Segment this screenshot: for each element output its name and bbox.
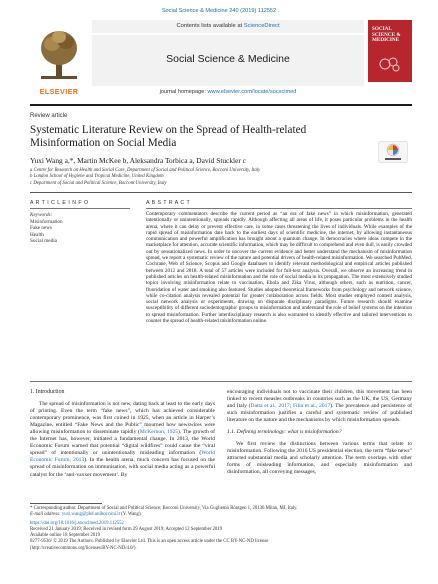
copyright-line: 0277-9536/ © 2019 The Authors. Published by Elsevier Ltd. This is an open access article under the CC BY-NC-ND license <box>30 539 269 545</box>
keywords-label: Keywords: <box>30 212 53 218</box>
text-run: The spread of misinformation is not new, dating back at least to the early days of printing. Even the term “fake news”, which has achieved considerable contemporary prominence, was first coined in 1925, when an article in Harper’s Magazine, entitled “Fake News and the Public” mourned how newswires were allowing misinformation to disseminate rapidly ( <box>30 401 215 436</box>
text-run: ). The growth of the Internet has, however, initiated a fundamental change. In 2013, the World Economic Forum warned that potential “digital wildfires” could cause the “viral spread” of intentionally or unintentionally misleading information ( <box>30 429 215 457</box>
keyword-item: Misinformation <box>30 219 63 225</box>
email-link[interactable]: yuxi.wang@phd.unibocconi.it <box>61 512 120 518</box>
publisher-name: ELSEVIER <box>39 87 79 96</box>
journal-homepage <box>92 89 364 95</box>
text-run: ; <box>289 403 293 410</box>
info-divider <box>30 192 412 193</box>
text-run: ). The prevalence and persistence of such misinformation justifies a careful and systematic review of published literature on the nature and the mechanisms by which misinformation spreads. <box>227 403 412 424</box>
affiliations <box>30 168 410 187</box>
text-run: ). In the health arena, much concern has focused on the spread of misinformation on immunisation, with social media acting as a powerful catalyst for the ‘anti-vaxxer movement’. By <box>30 457 215 478</box>
received-dates: Received 21 January 2019; Received in revised form 29 August 2019; Accepted 12 September 2019 <box>30 527 223 533</box>
sciencedirect-link[interactable]: ScienceDirect <box>243 23 280 29</box>
citation-link[interactable]: World Economic Forum, 2013 <box>30 450 215 464</box>
article-info-rule <box>30 208 130 209</box>
citation-link[interactable]: Filia et al., 2017 <box>292 403 331 410</box>
citation-link[interactable]: McKernon, 1925 <box>139 429 178 436</box>
abstract-heading: A B S T R A C T <box>146 200 191 206</box>
author-list[interactable]: Yuxi Wang a,*, Martin McKee b, Aleksandra Torbica a, David Stuckler c <box>30 156 246 165</box>
keyword-item: Health <box>30 231 44 238</box>
license-url[interactable]: (http://creativecommons.org/licenses/BY-NC-ND/4.0/). <box>30 545 137 551</box>
doi-link[interactable]: https://doi.org/10.1016/j.socscimed.2019.112552 <box>30 521 124 527</box>
footnote-rule <box>30 503 102 504</box>
journal-reference[interactable]: Social Science & Medicine 240 (2019) 112552 <box>161 8 277 14</box>
keyword-item: Social media <box>30 237 57 244</box>
homepage-url-link[interactable]: www.elsevier.com/locate/socscimed <box>207 89 297 95</box>
journal-header <box>30 20 412 102</box>
email-suffix: (Y. Wang). <box>121 512 142 518</box>
abstract-end-rule <box>30 381 412 382</box>
header-divider <box>30 104 412 106</box>
contents-prefix: Contents lists available at <box>176 23 243 29</box>
affiliation-c: c Department of Social and Political Science, Bocconi University, Italy <box>30 180 167 186</box>
elsevier-tree-icon <box>39 28 79 80</box>
footnotes <box>30 506 410 552</box>
affiliation-b: b London School of Hygiene and Tropical Medicine, United Kingdom <box>30 174 164 180</box>
text-run: encouraging individuals not to vaccinate their children, this movement has been linked to recent measles outbreaks in countries such as the UK, the US, Germany and Italy ( <box>227 389 412 410</box>
section-heading-introduction: 1. Introduction <box>30 389 65 395</box>
citation-link[interactable]: Datta et al., 2017 <box>250 403 290 410</box>
masthead <box>92 20 364 102</box>
subsection-heading: 1.1. Defining terminology: what is misinformation? <box>227 429 342 436</box>
article-title: Systematic Literature Review on the Spread of Health-related Misinformation on Social Media <box>30 124 307 150</box>
cover-art-icon <box>378 54 402 74</box>
email-label: E-mail address: <box>30 512 61 518</box>
article-type: Review article <box>30 113 68 119</box>
abstract-rule <box>146 208 412 209</box>
keyword-item: Fake news <box>30 225 53 232</box>
corresponding-author-note: * Corresponding author. Department of Social and Political Science, Bocconi University, Via Gugliemò Röntgen 1, 20136 Milan, MI, Italy. <box>30 506 298 511</box>
affiliation-a: a Centre for Research on Health and Social Care, Department of Social and Political Science, Bocconi University, Italy <box>30 168 261 173</box>
keyword-list <box>30 219 63 244</box>
article-info-heading: A R T I C L E I N F O <box>30 200 89 206</box>
journal-name: Social Science & Medicine <box>166 53 290 65</box>
intro-paragraph-continued <box>227 389 412 424</box>
elsevier-logo[interactable] <box>30 20 88 102</box>
terminology-paragraph: We first review the distinctions between various terms that relate to misinformation. Following the 2016 US presidential election, the term “fake news” attracted substantial media and scholarly attention. The term overlaps with other forms of misleading information, and especially misinformation and disinformation, all conveying messages, <box>227 441 412 476</box>
body-column-left <box>30 389 215 479</box>
homepage-prefix: journal homepage: <box>159 89 206 95</box>
body-column-right <box>227 389 412 477</box>
intro-paragraph <box>30 401 215 479</box>
contents-bar <box>92 20 364 33</box>
online-date: Available online 18 September 2019 <box>30 533 100 539</box>
abstract-text: Contemporary commentators describe the current period as “an era of fake news” in which misinformation, generated intentionally or unintentionally, spreads rapidly. Although affecting all areas of life, it poses particular problems in the health arena, where it can delay or prevent effective care, in some cases threatening the lives of individuals. While examples of the rapid spread of misinformation date back to the earliest days of scientific medicine, the internet, by allowing instantaneous communication and powerful amplification has brought about a quantum change. In democracies where ideas compete in the marketplace for attention, accurate scientific information, which may be difficult to comprehend and even dull, is easily crowded out by sensationalized news. In order to uncover the current evidence and better understand the mechanism of misinformation spread, we report a systematic review of the nature and potential drivers of health-related misinformation. We searched PubMed, Cochrane, Web of Science, Scopus and Google databases to identify relevant methodological and empirical articles published between 2012 and 2018. A total of 57 articles were included for full-text analysis. Overall, we observe an increasing trend in published articles on health-related misinformation and the role of social media in its propagation. The most extensively studied topics involving misinformation relate to vaccination, Ebola and Zika Virus, although others, such as nutrition, cancer, fluoridation of water and smoking also featured. Studies adopted theoretical frameworks from psychology and network science, while co-citation analysis revealed potential for greater collaboration across fields. Most studies employed content analysis, social network analysis or experiments, drawing on disparate disciplinary paradigms. Future research should examine susceptibility of different sociodemographic groups to misinformation and understand the role of belief systems on the intention to spread misinformation. Further interdisciplinary research is also warranted to identify effective and tailored interventions to counter the spread of health-related misinformation online. <box>146 211 412 325</box>
journal-cover-thumbnail[interactable] <box>368 20 412 82</box>
cover-title: SOCIAL SCIENCE & MEDICINE <box>372 26 401 44</box>
